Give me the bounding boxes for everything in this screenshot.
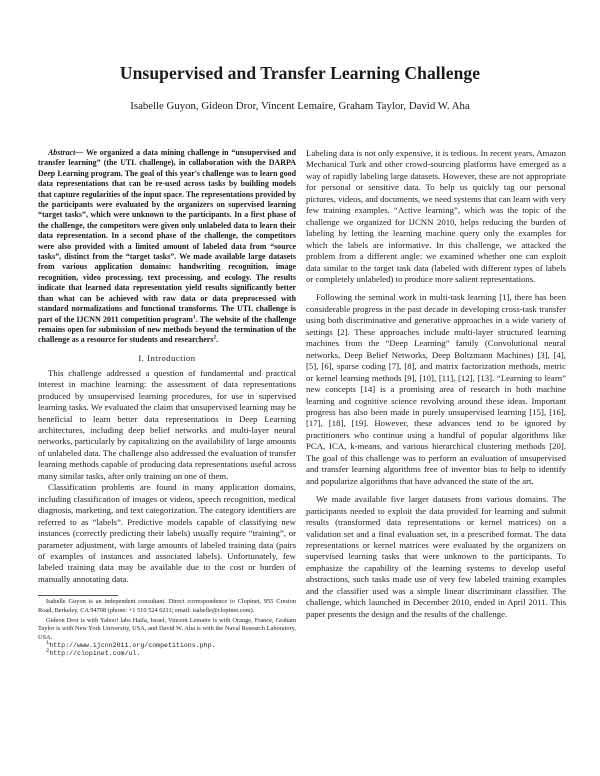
author-list: Isabelle Guyon, Gideon Dror, Vincent Lemaire, Graham Taylor, David W. Aha: [130, 100, 470, 112]
paragraph: This challenge addressed a question of fundamental and practical interest in machine learning: the assessment of data representations produced by unsupervised learning procedures, for use in supervised learning tasks. We evaluated the claim that unsupervised learning may be beneficial to learn better data representations in Deep Learning architectures, including deep belief networks and multi-layer neural networks, particularly by capitalizing on the availability of large amounts of unlabeled data. The challenge also addressed the evaluation of transfer learning methods capable of producing data representations useful across many similar tasks, after only training on one of them.: [38, 367, 296, 481]
footnote-marker-2: 2: [213, 334, 217, 341]
abstract-label: Abstract: [48, 148, 76, 157]
footnote-rule: [38, 595, 118, 596]
abstract-text-2: . The website of the challenge remains open for submission of new methods beyond the termination of the challenge as a resource for students and researchers: [38, 314, 296, 345]
footnote-url-text: http://clopinet.com/ul.: [49, 650, 141, 658]
paragraph-gap: [306, 285, 566, 292]
paragraph: Following the seminal work in multi-task learning [1], there has been considerable progress in the past decade in developing cross-task transfer using both discriminative and generative approaches in a wide variety of settings [2]. These approaches include multi-layer structured learning machines from the “Deep Learning” family (Convolutional neural networks, Deep Belief Networks, Deep Boltzmann Machines) [3], [4], [5], [6], sparse coding [7], [8], and matrix factorization methods, metric or kernel learning methods [9], [10], [11], [12], [13]. “Learning to learn” new concepts [14] is a promising area of research in both machine learning and cognitive science revolving around these ideas. Important progress has also been made in purely unsupervised learning [15], [16], [17], [18], [19]. However, these advances tend to be ignored by practitioners who continue using a handful of popular algorithms like PCA, ICA, k-means, and various hierarchical clustering methods [20]. The goal of this challenge was to perform an evaluation of unsupervised and transfer learning algorithms free of inventor bias to help to identify and popularize algorithms that have advanced the state of the art.: [306, 292, 566, 486]
footnote-url-marker: 1: [46, 638, 50, 646]
abstract-text: — We organized a data mining challenge in “unsupervised and transfer learning” (the UTL challenge), in collaboration with the DARPA Deep Learning program. The goal of this year's challenge was to learn good data representations that can be re-used across tasks by building models that capture regularities of the input space. The representations provided by the participants were evaluated by the organizers on supervised learning “target tasks”, which were unknown to the participants. In a first phase of the challenge, the competitors were given only unlabeled data to learn their data representation. In a second phase of the challenge, the competitors were also provided with a limited amount of labeled data from “source tasks”, distinct from the “target tasks”. We made available large datasets from various application domains: handwriting recognition, image recognition, video processing, text processing, and ecology. The results indicate that learned data representation yield results significantly better than what can be achieved with raw data or data preprocessed with standard normalizations and functional transforms. The UTL challenge is part of the IJCNN 2011 competition program: [38, 148, 296, 324]
paper-title: Unsupervised and Transfer Learning Challenge: [119, 63, 481, 83]
footnote-url-marker: 2: [46, 647, 50, 655]
footnote-url-text: http://www.ijcnn2011.org/competitions.php.: [49, 641, 216, 649]
left-column: [38, 148, 296, 659]
footnote-url: [38, 647, 296, 659]
right-column: [306, 148, 566, 620]
paragraph: Labeling data is not only expensive, it is tedious. In recent years, Amazon Mechanical Turk and other crowd-sourcing platforms have emerged as a way of rapidly labeling large datasets. However, these are not appropriate for personal or sensitive data. To help us quickly tag our personal pictures, videos, and documents, we need systems that can learn with very few training examples. “Active learning”, which was the topic of the challenge we organized for IJCNN 2010, helps reducing the burden of labeling by letting the learning machine query only the examples for which the labels are informative. In this challenge, we attacked the problem from a different angle: we examined whether one can exploit data similar to the target task data (labeled with different types of labels or completely unlabeled) to produce more salient representations.: [306, 148, 566, 284]
footnote-marker-1: 1: [192, 313, 196, 320]
abstract: [38, 148, 296, 346]
footnote-affiliation: Isabelle Guyon is an independent consultant. Direct correspondence to Clopinet, 955 Creston Road, Berkeley, CA 94708 (phone: +1 510 524 6211; email: isabelle@clopinet.com).: [38, 598, 296, 614]
abstract-text-3: .: [216, 335, 219, 345]
paragraph: We made available five larger datasets from various domains. The participants needed to exploit the data provided for learning and submit results (transformed data representations or kernel matrices) on a validation set and a final evaluation set, in a prescribed format. The data representations or kernel matrices were evaluated by the organizers on supervised learning tasks that were unknown to the participants. To emphasize the capability of the learning systems to develop useful abstractions, such tasks made use of very few labeled training examples and the classifier used was a simple linear discriminant classifier. The challenge, which launched in December 2010, ended in April 2011. This paper presents the design and the results of the challenge.: [306, 494, 566, 619]
paragraph: Classification problems are found in many application domains, including classification of images or videos, speech recognition, medical diagnosis, marketing, and text categorization. The category identifiers are referred to as “labels”. Predictive models capable of classifying new instances (correctly predicting their labels) usually require “training”, or parameter adjustment, with large amounts of labeled training data (pairs of examples of instances and associated labels). Unfortunately, few labeled training data may be available due to the cost or burden of manually annotating data.: [38, 482, 296, 584]
footnote-affiliation: Gideon Dror is with Yahoo! labs Haifa, Israel, Vincent Lemaire is with Orange, France, Graham Taylor is with New York University, USA, and David W. Aha is with the Naval Research Laboratory, USA.: [38, 616, 296, 641]
paragraph-gap: [306, 487, 566, 494]
section-heading-introduction: I. Introduction: [138, 352, 196, 363]
